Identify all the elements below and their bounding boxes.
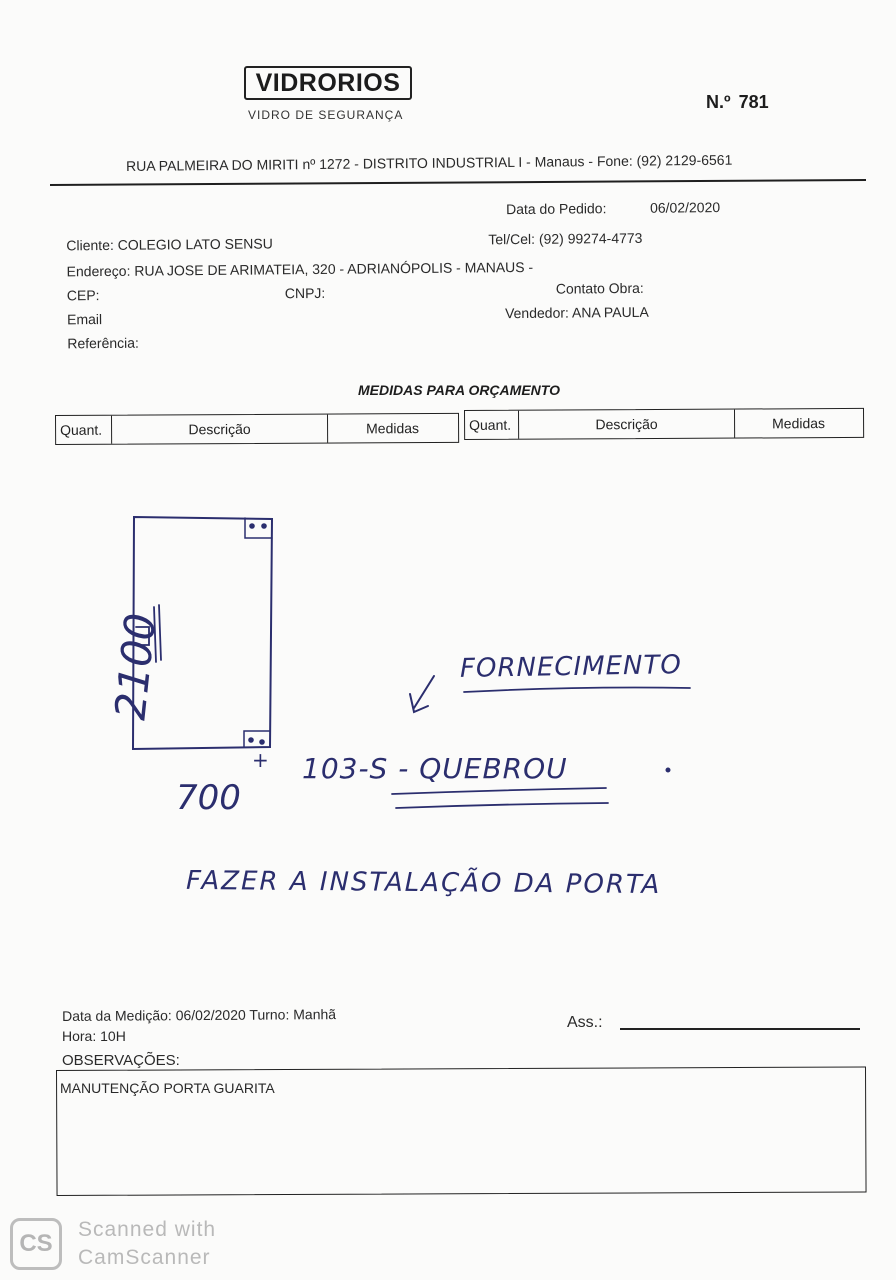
handwritten-note-install: FAZER A INSTALAÇÃO DA PORTA — [185, 865, 662, 901]
brand-name: VIDRORIOS — [255, 68, 401, 97]
document-number-label: N.º — [706, 92, 731, 112]
underline-2a — [392, 788, 606, 794]
height-dimension: 2100 — [105, 610, 166, 723]
column-header-description: Descrição — [112, 415, 328, 444]
camscanner-logo: CS — [10, 1218, 62, 1270]
cnpj-field: CNPJ: — [284, 284, 326, 302]
measure-date-field: Data da Medição: 06/02/2020 Turno: Manhã — [62, 1006, 337, 1024]
watermark-line-1: Scanned with — [78, 1218, 217, 1241]
company-address: RUA PALMEIRA DO MIRITI nº 1272 - DISTRITO INDUSTRIAL I - Manaus - Fone: (92) 2129-6561 — [126, 151, 733, 174]
measure-hour-field: Hora: 10H — [62, 1028, 126, 1044]
underline-2b — [396, 803, 608, 808]
underline-1 — [464, 688, 690, 693]
client-field: Cliente: COLEGIO LATO SENSU — [66, 235, 273, 254]
door-hinge-top — [245, 518, 272, 538]
signature-line — [620, 1028, 860, 1030]
order-date-label: Data do Pedido: — [505, 200, 607, 218]
section-title: MEDIDAS PARA ORÇAMENTO — [358, 382, 560, 398]
plus-mark: + — [252, 748, 269, 772]
brand-tagline: VIDRO DE SEGURANÇA — [248, 108, 404, 122]
handwritten-note-supply: FORNECIMENTO — [459, 650, 683, 684]
column-header-description: Descrição — [519, 410, 735, 439]
column-header-measures: Medidas — [366, 420, 420, 437]
width-dimension: 700 — [176, 778, 241, 818]
arrow-mark — [410, 676, 434, 712]
contact-field: Contato Obra: — [555, 279, 644, 297]
camscanner-watermark — [78, 1216, 216, 1272]
address-field: Endereço: RUA JOSE DE ARIMATEIA, 320 - ADRIANÓPOLIS - MANAUS - — [66, 258, 534, 280]
observations-text: MANUTENÇÃO PORTA GUARITA — [60, 1080, 275, 1096]
watermark-line-2: CamScanner — [78, 1246, 211, 1269]
column-header-measures: Medidas — [772, 415, 826, 432]
email-field: Email — [66, 311, 103, 328]
reference-field: Referência: — [67, 334, 139, 352]
column-header-quantity: Quant. — [56, 416, 112, 444]
seller-field: Vendedor: ANA PAULA — [504, 303, 649, 322]
phone-field: Tel/Cel: (92) 99274-4773 — [488, 229, 643, 248]
cep-field: CEP: — [66, 287, 100, 304]
handwritten-note-broken: 103-S - QUEBROU — [302, 752, 568, 785]
document-number-value: 781 — [738, 92, 769, 112]
observations-label: OBSERVAÇÕES: — [62, 1052, 180, 1069]
door-hinge-bottom — [244, 731, 270, 747]
order-date-value: 06/02/2020 — [649, 199, 721, 216]
column-header-quantity: Quant. — [465, 411, 519, 439]
signature-label: Ass.: — [567, 1014, 603, 1031]
